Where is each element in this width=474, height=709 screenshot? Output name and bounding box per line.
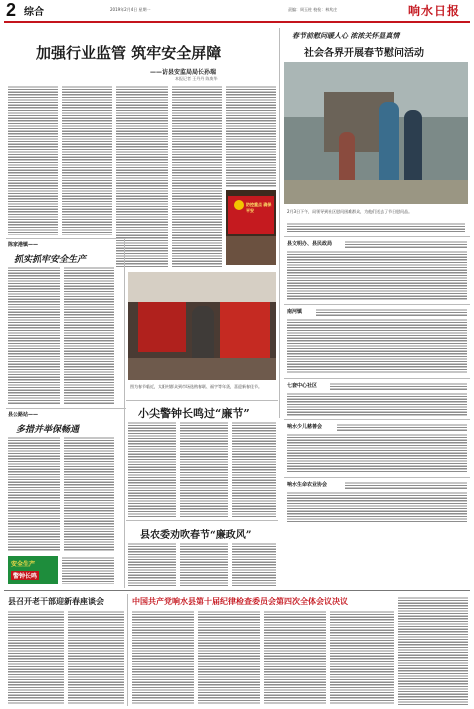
story2-text-col-1 — [128, 542, 176, 586]
divider — [126, 520, 278, 521]
banner-text: 防控重点 确保平安 — [246, 202, 272, 213]
right-top-caption: 2月3日下午，局领导到社区慰问困难群众，为他们送去了节日慰问品。 — [287, 209, 413, 214]
photo-person-1 — [379, 102, 399, 192]
right-top-title: 社会各界开展春节慰问活动 — [304, 48, 424, 59]
right-item-text — [287, 250, 467, 300]
divider — [284, 477, 470, 478]
left-text-col-2 — [64, 266, 114, 404]
lead-byline: 本报记者 王丹丹 陈庚华 — [175, 76, 218, 81]
right-item-title-3: 七套中心社区 — [287, 383, 318, 389]
divider — [284, 236, 470, 237]
photo-ground — [128, 358, 276, 380]
right-top-caption-text — [287, 222, 465, 232]
page-number: 2 — [6, 0, 17, 20]
column-divider — [279, 28, 280, 418]
safety-badge — [8, 556, 58, 584]
story2-title: 县农委劝吹春节“廉政风” — [140, 530, 252, 541]
section-name: 综合 — [24, 7, 44, 18]
column-divider — [124, 238, 125, 588]
column-divider — [127, 594, 128, 706]
lead-subtitle: ——访县安监局局长孙瑞 — [150, 69, 217, 76]
market-photo — [128, 272, 276, 380]
bottom-left-title: 县召开老干部迎新春座谈会 — [8, 596, 104, 606]
left-text-col-2c — [62, 556, 114, 584]
right-item-text — [287, 392, 467, 416]
header-date: 2019年2月4日 星期一 — [110, 7, 151, 12]
bottom-divider — [4, 590, 470, 591]
photo-canopy — [128, 272, 276, 302]
story1-text-col-1 — [128, 421, 176, 517]
divider — [284, 304, 470, 305]
story1-text-col-3 — [232, 421, 276, 517]
story2-text-col-2 — [180, 542, 228, 586]
divider — [6, 408, 126, 409]
lead-title: 加强行业监管 筑牢安全屏障 — [36, 44, 222, 62]
divider — [284, 419, 470, 420]
bottom-main-text-col-5 — [398, 596, 468, 705]
right-item-title-4: 响水少儿慈善会 — [287, 424, 323, 430]
right-item-title-5: 响水生命农业协会 — [287, 482, 328, 488]
story1-title: 小尖警钟长鸣过“廉节” — [138, 407, 250, 420]
right-item-text — [337, 423, 467, 431]
right-item-text — [287, 433, 467, 473]
right-item-text — [330, 382, 467, 390]
right-item-text — [316, 308, 467, 316]
story2-text-col-3 — [232, 542, 276, 586]
page-header — [0, 0, 474, 20]
right-item-title-2: 南河镇 — [287, 309, 303, 315]
lead-photo — [226, 190, 276, 265]
badge-line-2: 警钟长鸣 — [13, 573, 38, 580]
lead-text-col-5 — [226, 85, 276, 187]
divider — [126, 400, 278, 401]
right-item-text — [287, 318, 467, 374]
party-emblem-icon — [234, 200, 244, 210]
bottom-main-title: 中国共产党响水县第十届纪律检查委员会第四次全体会议决议 — [132, 596, 348, 606]
bottom-main-text-col-1 — [132, 610, 194, 705]
left-title-1: 抓实抓牢安全生产 — [14, 255, 87, 265]
lead-text-col-1 — [8, 85, 58, 235]
photo-ground — [284, 180, 468, 204]
left-text-col-2b — [64, 436, 114, 552]
left-text-col-1b — [8, 436, 60, 552]
story1-text-col-2 — [180, 421, 228, 517]
left-text-col-1 — [8, 266, 60, 404]
left-header-2: 县公路站—— — [8, 412, 39, 418]
bottom-main-text-col-3 — [264, 610, 326, 705]
market-photo-caption: 图为春节临近，太阳村群众到市场选购春联、福字等年货，喜迎新春佳节。 — [130, 384, 262, 389]
photo-floor — [226, 236, 276, 265]
divider — [6, 238, 126, 239]
right-item-text — [345, 240, 467, 248]
visit-photo — [284, 62, 468, 204]
lead-text-col-2 — [62, 85, 112, 235]
right-top-kicker: 春节前慰问暖人心 浓浓关怀显真情 — [292, 31, 400, 40]
photo-fu-characters — [220, 302, 270, 362]
right-item-text — [345, 481, 467, 489]
lead-text-col-4 — [172, 85, 222, 267]
left-header-1: 陈家港镇—— — [8, 242, 39, 248]
left-title-2: 多措并举保畅通 — [16, 425, 80, 435]
bottom-main-text-col-4 — [330, 610, 394, 705]
bottom-main-text-col-2 — [198, 610, 260, 705]
newspaper-brand: 响水日报 — [408, 4, 461, 18]
divider — [284, 378, 470, 379]
photo-couplets — [138, 302, 186, 352]
badge-line-1: 安全生产 — [11, 561, 36, 568]
right-item-text — [287, 491, 467, 523]
right-item-title-1: 县文明办、县民政局 — [287, 241, 333, 247]
header-meta: 责编：周玉柱 校检：林兆庄 — [288, 7, 338, 12]
bottom-left-text-col-2 — [68, 610, 124, 705]
bottom-left-text-col-1 — [8, 610, 64, 705]
header-rule — [4, 21, 470, 23]
